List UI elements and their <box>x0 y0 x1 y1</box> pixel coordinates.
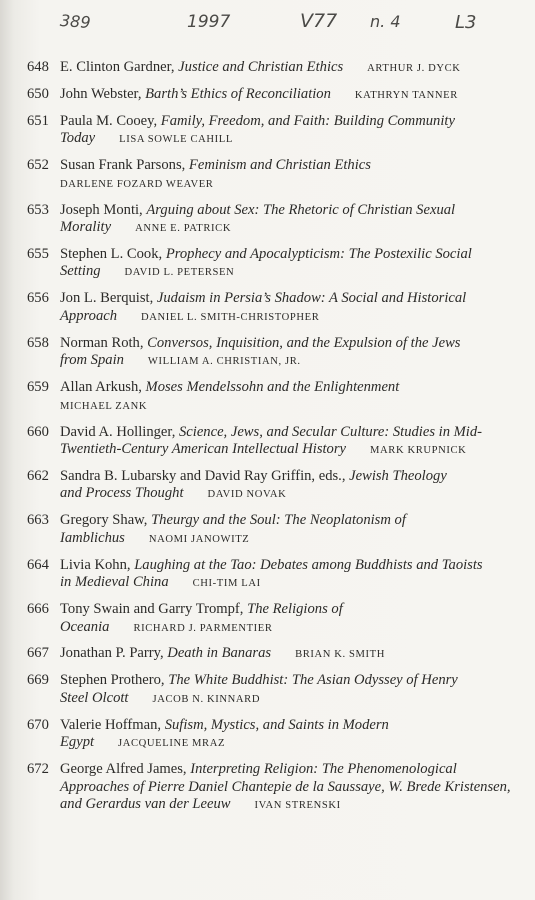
reviewer-name: DAVID L. PETERSEN <box>124 267 235 279</box>
reviewer-name: KATHRYN TANNER <box>354 89 458 101</box>
review-entry <box>27 601 527 637</box>
entry-text <box>60 246 527 282</box>
page-number: 653 <box>27 201 49 218</box>
reviewer-name: JACQUELINE MRAZ <box>118 738 226 750</box>
book-author: Sandra B. Lubarsky and David Ray Griffin, eds., <box>60 467 350 484</box>
book-title: The White Buddhist: The Asian Odyssey of Henry <box>168 672 458 689</box>
review-entry <box>27 512 527 548</box>
book-author: Jonathan P. Parry, <box>60 645 168 662</box>
page-number: 664 <box>27 556 49 573</box>
reviewer-name: CHI-TIM LAI <box>192 578 261 590</box>
book-title: Arguing about Sex: The Rhetoric of Christian Sexual <box>146 201 456 218</box>
review-entry <box>27 113 527 149</box>
reviewer-name: ARTHUR J. DYCK <box>367 63 461 74</box>
reviewer-name: IVAN STRENSKI <box>254 800 341 812</box>
reviewer-name: RICHARD J. PARMENTIER <box>133 622 273 634</box>
book-title-continued: Approaches of Pierre Daniel Chantepie de la Saussaye, W. Brede Kristensen, <box>60 778 511 795</box>
handwritten-annotations <box>0 4 535 38</box>
handwritten-note: L3 <box>455 12 477 33</box>
book-author: Stephen Prothero, <box>60 672 169 689</box>
reviewer-name: MICHAEL ZANK <box>60 400 148 412</box>
entry-text <box>60 557 527 593</box>
page-number: 658 <box>27 334 49 351</box>
entry-text <box>60 717 527 753</box>
reviewer-name: DAVID NOVAK <box>207 489 287 501</box>
book-author: Stephen L. Cook, <box>60 245 166 262</box>
book-title-continued: from Spain <box>60 352 124 369</box>
book-author: Paula M. Cooey, <box>60 112 161 129</box>
review-entry <box>27 717 527 753</box>
entry-text <box>60 761 527 815</box>
page-number: 660 <box>27 423 49 440</box>
book-title-continued: Setting <box>60 263 101 280</box>
book-author: Valerie Hoffman, <box>60 716 165 733</box>
book-title-continued: Oceania <box>60 618 110 635</box>
book-author: Allan Arkush, <box>60 379 146 396</box>
handwritten-note: V77 <box>300 10 338 32</box>
review-entry <box>27 202 527 238</box>
book-author: Tony Swain and Garry Trompf, <box>60 601 248 618</box>
page-number: 666 <box>27 601 49 618</box>
book-title: Judaism in Persia’s Shadow: A Social and Historical <box>156 290 467 307</box>
review-entry <box>27 761 527 815</box>
entry-text <box>60 672 527 708</box>
entry-text <box>60 113 527 149</box>
book-title: Conversos, Inquisition, and the Expulsion of the Jews <box>147 334 461 351</box>
book-title-continued: Steel Olcott <box>60 689 129 706</box>
entry-text <box>60 59 527 78</box>
review-entry <box>27 424 527 460</box>
entry-text <box>60 424 527 460</box>
page-number: 667 <box>27 645 49 662</box>
entry-text <box>60 290 527 326</box>
reviewer-name: WILLIAM A. CHRISTIAN, JR. <box>147 356 301 368</box>
page-number: 656 <box>27 290 49 307</box>
entry-text <box>60 601 527 637</box>
book-author: George Alfred James, <box>60 761 191 778</box>
book-title: Jewish Theology <box>349 467 447 484</box>
book-title: Family, Freedom, and Faith: Building Community <box>160 112 455 129</box>
book-title-continued: Egypt <box>60 734 95 751</box>
review-entry <box>27 645 527 664</box>
book-author: Livia Kohn, <box>60 556 135 573</box>
review-entry <box>27 468 527 504</box>
entry-text <box>60 379 527 415</box>
page-number: 648 <box>27 59 49 75</box>
entry-text <box>60 202 527 238</box>
reviewer-name: ANNE E. PATRICK <box>135 223 232 235</box>
book-title: The Religions of <box>247 601 343 618</box>
book-author: Gregory Shaw, <box>60 512 152 529</box>
entry-text <box>60 157 527 193</box>
book-title-continued: and Process Thought <box>60 485 184 502</box>
review-entry <box>27 557 527 593</box>
review-entry <box>27 335 527 371</box>
page-number: 652 <box>27 157 49 174</box>
reviewer-name: DARLENE FOZARD WEAVER <box>60 178 214 190</box>
book-author: Norman Roth, <box>60 334 148 351</box>
book-title: Feminism and Christian Ethics <box>188 157 371 174</box>
page-number: 650 <box>27 85 49 102</box>
book-author: E. Clinton Gardner, <box>60 59 179 75</box>
book-title: Theurgy and the Soul: The Neoplatonism of <box>151 512 406 529</box>
review-entry <box>27 246 527 282</box>
page-number: 651 <box>27 112 49 129</box>
book-title: Justice and Christian Ethics <box>178 59 344 75</box>
entry-text <box>60 645 527 664</box>
entry-text <box>60 512 527 548</box>
page-number: 669 <box>27 672 49 689</box>
handwritten-note: 1997 <box>187 12 231 32</box>
book-author: David A. Hollinger, <box>60 423 179 440</box>
page-number: 670 <box>27 716 49 733</box>
review-entry <box>27 157 527 193</box>
book-review-list <box>27 59 527 823</box>
handwritten-note: 389 <box>59 10 92 33</box>
book-title-continued: Iamblichus <box>60 529 125 546</box>
review-entry <box>27 59 527 78</box>
book-title: Death in Banaras <box>167 645 272 662</box>
page-number: 662 <box>27 467 49 484</box>
book-title: Science, Jews, and Secular Culture: Studies in Mid- <box>179 423 483 440</box>
page-number: 663 <box>27 512 49 529</box>
page-number: 659 <box>27 379 49 396</box>
book-title-continued: in Medieval China <box>60 574 169 591</box>
book-author: John Webster, <box>60 85 146 102</box>
review-entry <box>27 290 527 326</box>
reviewer-name: NAOMI JANOWITZ <box>148 533 250 545</box>
book-title: Barth’s Ethics of Reconciliation <box>145 85 331 102</box>
handwritten-note: n. 4 <box>370 12 401 31</box>
review-entry <box>27 86 527 105</box>
book-author: Joseph Monti, <box>60 201 147 218</box>
reviewer-name: DANIEL L. SMITH-CHRISTOPHER <box>141 311 320 323</box>
entry-text <box>60 468 527 504</box>
review-entry <box>27 379 527 415</box>
book-title: Interpreting Religion: The Phenomenological <box>190 761 457 778</box>
book-author: Susan Frank Parsons, <box>60 157 189 174</box>
review-entry <box>27 672 527 708</box>
reviewer-name: MARK KRUPNICK <box>370 445 467 457</box>
book-title-continued: Today <box>60 130 96 147</box>
page-number: 672 <box>27 761 49 778</box>
entry-text <box>60 86 527 105</box>
reviewer-name: BRIAN K. SMITH <box>295 649 385 661</box>
book-title: Prophecy and Apocalypticism: The Postexilic Social <box>165 245 472 262</box>
entry-text <box>60 335 527 371</box>
book-title-continued: and Gerardus van der Leeuw <box>60 796 231 813</box>
reviewer-name: JACOB N. KINNARD <box>152 693 261 705</box>
reviewer-name: LISA SOWLE CAHILL <box>119 134 233 146</box>
book-title: Laughing at the Tao: Debates among Buddhists and Taoists <box>134 556 483 573</box>
book-title-continued: Morality <box>60 219 112 236</box>
book-title: Moses Mendelssohn and the Enlightenment <box>145 379 400 396</box>
book-author: Jon L. Berquist, <box>60 290 157 307</box>
book-title-continued: Twentieth-Century American Intellectual History <box>60 441 347 458</box>
book-title-continued: Approach <box>60 307 118 324</box>
book-title: Sufism, Mystics, and Saints in Modern <box>164 716 389 733</box>
page-number: 655 <box>27 245 49 262</box>
